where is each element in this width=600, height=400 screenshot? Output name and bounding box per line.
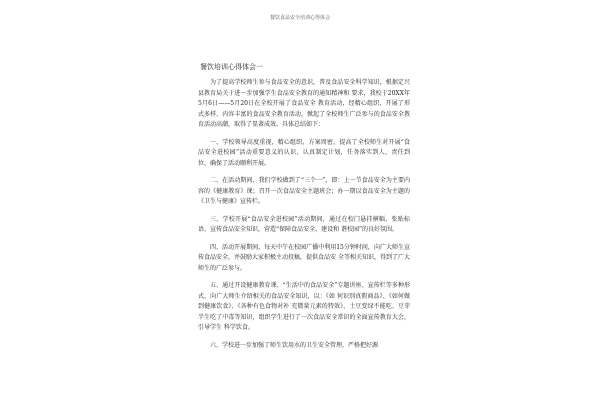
paragraph-point-3: 三、学校开展“食品安全进校园”活动期间，通过在校门悬挂横幅、张贴标语、宣传食品安全知识，营造“保障食品安全，建设和 谐校园”的良好氛围。 (198, 215, 410, 233)
document-body (198, 78, 410, 358)
document-title: 餐饮培训心得体会一 (200, 63, 263, 71)
paragraph-point-4: 四、活动开展期间，每天中午在校园广播中利用15分钟时间，向广大师生宣传食品安全，并鼓励大家积极主动投稿，提供食品安 全等相关知识，得到了广大师生的广泛参与。 (198, 243, 410, 272)
paragraph-point-1: 一、学校领导高度重视，精心组织，方案周密，提高了全校师生对开展“食品安全进校园”活动重要意义的认识，认真制定计划，任务落实到人，责任到位，确保了活动顺利开展。 (198, 138, 410, 167)
running-header: 餐饮食品安全培训心得体会 (269, 15, 330, 21)
paragraph-point-2: 二、在活动期间，我们学校做到了“三个一”，即：上一节食品安全为主要内容的《健康教育》课；召开一次食品安全主题班会；办一期以食品安全为主题的《卫生与健康》宣传栏。 (198, 177, 410, 205)
paragraph-point-6: 六、学校进一步加强了师生饮用水的卫生安全管理，严格把好源 (210, 341, 379, 349)
paragraph-point-5: 五、通过开设健康教育课、“生活中的食品安全”专题讲座、宣传栏等多种形式，向广大师生介绍相关的食品安全知识，以：《如 何识别真假商品》、《如何做到健康饮食》、《各种有色食物对补 充微量元素的特效》、土豆变绿不能吃、豆芽半生吃了中毒等知识，组织学生进行了一次食品安全常识的全面宣传教育大会，引导学生 科学饮食。 (198, 282, 410, 331)
paragraph-intro: 为了提高学校师生参与食品安全的意识，普及食品安全科学知识，根据定兴县教育局关于进一步加强学生食品安全教育的通知精神和 要求，我校于20XX年5月6日——5月20日在全校开展了食品安全 教育活动，经精心组织，开展了形式多样、内容丰富的食品安全教育活动，掀起了全校师生广泛参与的食品安全教育活动高潮，取得了显著成效。具体总结如下： (198, 79, 410, 128)
